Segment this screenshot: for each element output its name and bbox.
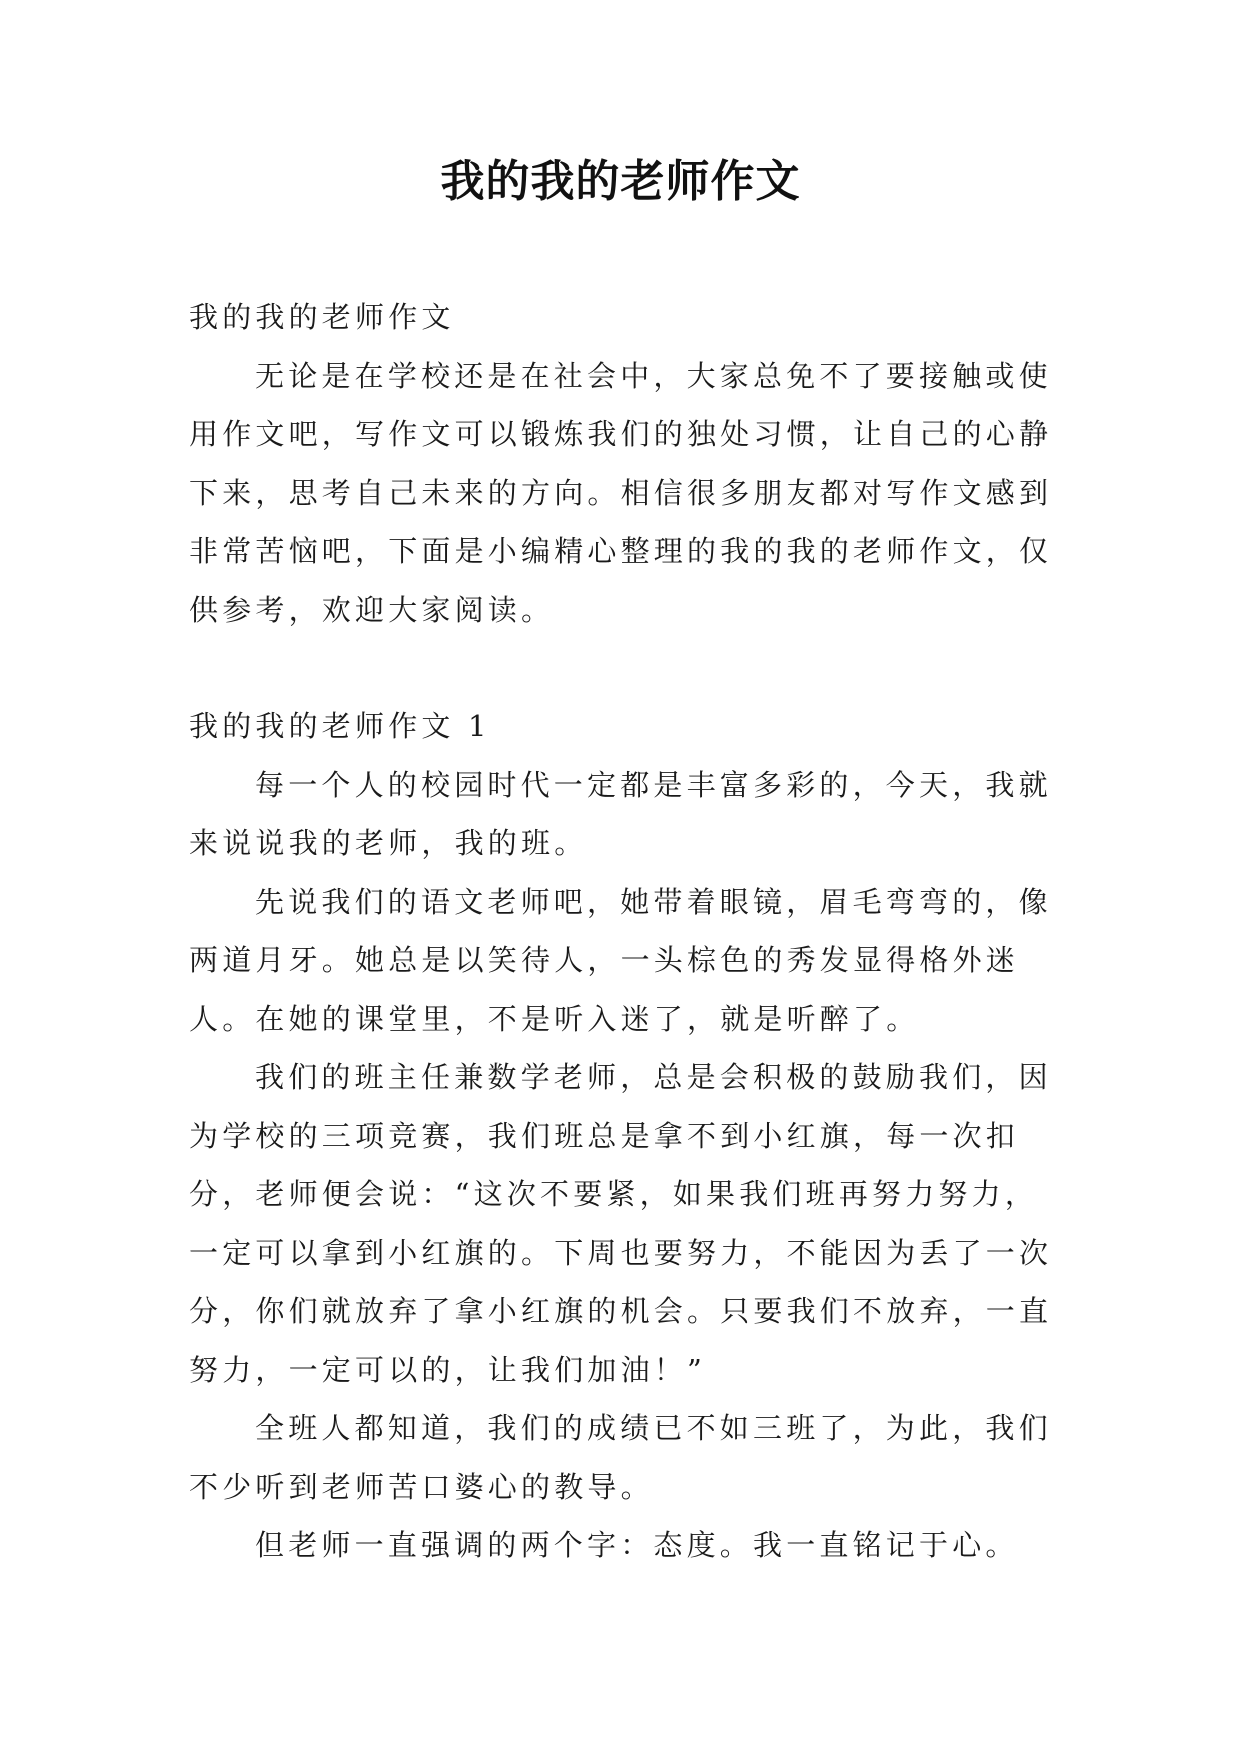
essay-paragraph: 但老师一直强调的两个字：态度。我一直铭记于心。: [255, 1528, 1019, 1562]
essay-paragraph: 全班人都知道，我们的成绩已不如三班了，为此，我们不少听到老师苦口婆心的教导。: [189, 1411, 1052, 1504]
section-spacer: [189, 639, 1059, 697]
intro-paragraph: 无论是在学校还是在社会中，大家总免不了要接触或使用作文吧，写作文可以锻炼我们的独处习惯，让自己的心静下来，思考自己未来的方向。相信很多朋友都对写作文感到非常苦恼吧，下面是小编精心整理的我的我的老师作文，仅供参考，欢迎大家阅读。: [189, 358, 1053, 627]
essay-heading: 我的我的老师作文 1: [189, 709, 491, 743]
essay-paragraph: 每一个人的校园时代一定都是丰富多彩的，今天，我就来说说我的老师，我的班。: [189, 767, 1052, 860]
document-body: [189, 288, 1059, 1575]
essay-paragraph: 先说我们的语文老师吧，她带着眼镜，眉毛弯弯的，像两道月牙。她总是以笑待人，一头棕色的秀发显得格外迷人。在她的课堂里，不是听入迷了，就是听醉了。: [189, 884, 1052, 1036]
intro-heading: 我的我的老师作文: [189, 300, 455, 334]
essay-paragraph: 我们的班主任兼数学老师，总是会积极的鼓励我们，因为学校的三项竞赛，我们班总是拿不到小红旗，每一次扣分，老师便会说：“这次不要紧，如果我们班再努力努力，一定可以拿到小红旗的。下周也要努力，不能因为丢了一次分，你们就放弃了拿小红旗的机会。只要我们不放弃，一直努力，一定可以的，让我们加油！”: [189, 1060, 1053, 1387]
document-title: 我的我的老师作文: [440, 156, 801, 207]
